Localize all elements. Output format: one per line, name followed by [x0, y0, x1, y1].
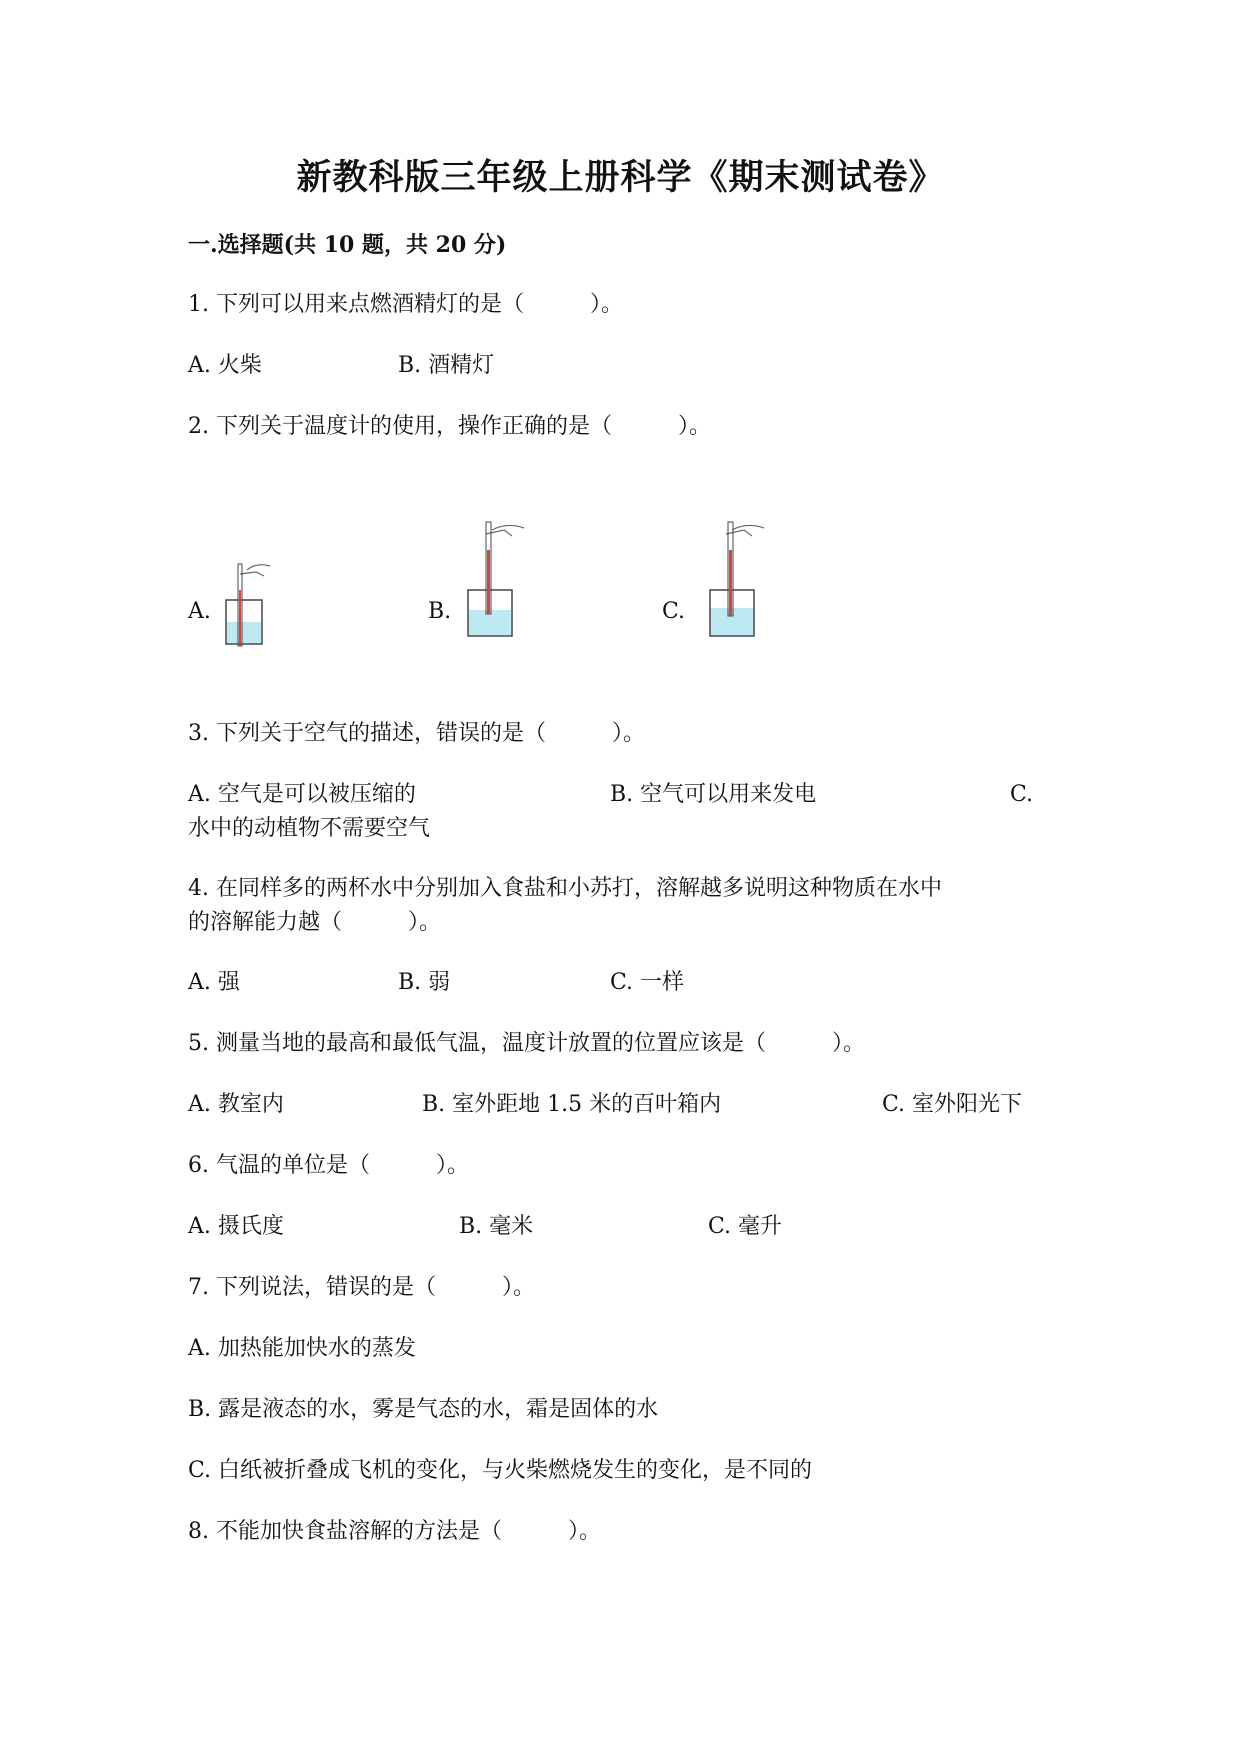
question-5-option-b[interactable]: B. 室外距地 1.5 米的百叶箱内: [422, 1092, 722, 1117]
thermometer-above-water-icon: [462, 520, 532, 640]
question-1-stem: 1. 下列可以用来点燃酒精灯的是（ ）。: [188, 292, 623, 317]
question-6-option-a[interactable]: A. 摄氏度: [188, 1214, 284, 1239]
question-7-option-b[interactable]: B. 露是液态的水，雾是气态的水，霜是固体的水: [188, 1397, 659, 1422]
thermometer-touching-beaker-bottom-icon: [212, 560, 282, 650]
question-4-stem-line-2: 的溶解能力越（ ）。: [188, 910, 442, 935]
section-heading: 一.选择题(共 10 题，共 20 分): [188, 232, 507, 258]
question-3-option-c-text: 水中的动植物不需要空气: [188, 816, 431, 841]
question-7-stem: 7. 下列说法，错误的是（ ）。: [188, 1275, 535, 1300]
question-4-option-b[interactable]: B. 弱: [398, 970, 451, 995]
question-3-option-a[interactable]: A. 空气是可以被压缩的: [188, 782, 416, 807]
page-title: 新教科版三年级上册科学《期末测试卷》: [296, 157, 945, 198]
question-6-option-c[interactable]: C. 毫升: [708, 1214, 783, 1239]
question-3-stem: 3. 下列关于空气的描述，错误的是（ ）。: [188, 721, 645, 746]
question-3-option-b[interactable]: B. 空气可以用来发电: [610, 782, 817, 807]
question-1-option-a[interactable]: A. 火柴: [188, 353, 262, 378]
question-4-option-a[interactable]: A. 强: [188, 970, 240, 995]
question-3-option-c[interactable]: C.: [1010, 782, 1034, 807]
question-7-option-c[interactable]: C. 白纸被折叠成飞机的变化，与火柴燃烧发生的变化，是不同的: [188, 1458, 813, 1483]
question-2-option-a[interactable]: A.: [188, 599, 211, 624]
question-5-stem: 5. 测量当地的最高和最低气温，温度计放置的位置应该是（ ）。: [188, 1031, 865, 1056]
question-2-option-b[interactable]: B.: [428, 599, 452, 624]
question-1-option-b[interactable]: B. 酒精灯: [398, 353, 495, 378]
question-8-stem: 8. 不能加快食盐溶解的方法是（ ）。: [188, 1519, 601, 1544]
question-2-option-c[interactable]: C.: [662, 599, 686, 624]
question-2-stem: 2. 下列关于温度计的使用，操作正确的是（ ）。: [188, 414, 711, 439]
question-5-option-c[interactable]: C. 室外阳光下: [882, 1092, 1023, 1117]
question-5-option-a[interactable]: A. 教室内: [188, 1092, 284, 1117]
question-6-option-b[interactable]: B. 毫米: [459, 1214, 534, 1239]
question-7-option-a[interactable]: A. 加热能加快水的蒸发: [188, 1336, 416, 1361]
question-4-option-c[interactable]: C. 一样: [610, 970, 685, 995]
question-6-stem: 6. 气温的单位是（ ）。: [188, 1153, 469, 1178]
thermometer-immersed-correctly-icon: [702, 520, 772, 640]
question-4-stem-line-1: 4. 在同样多的两杯水中分别加入食盐和小苏打，溶解越多说明这种物质在水中: [188, 876, 942, 901]
